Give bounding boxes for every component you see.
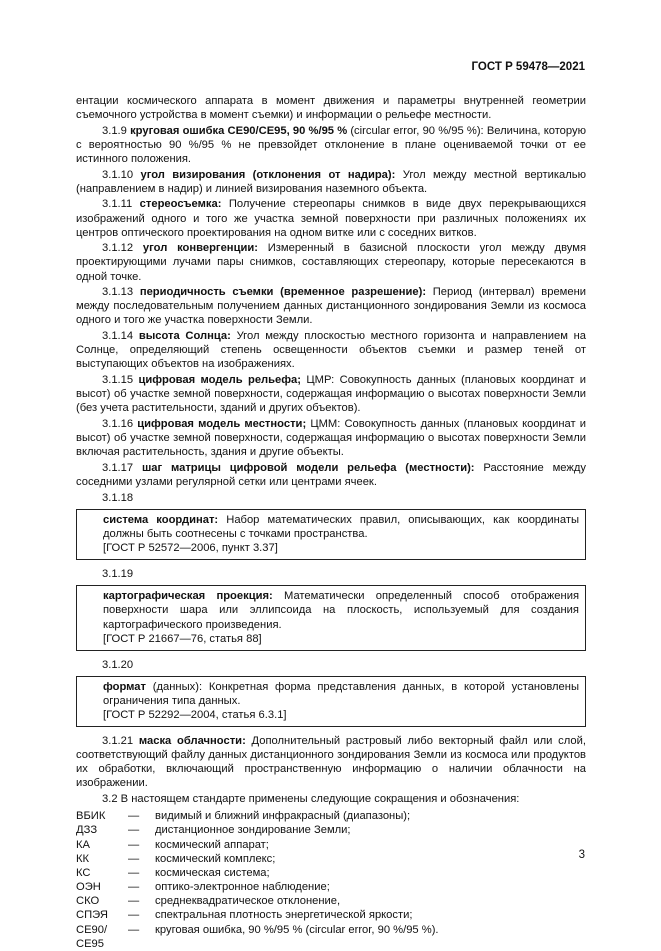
term-number-3-1-19: 3.1.19: [102, 568, 134, 581]
abbreviation-row: [76, 880, 586, 894]
abbreviation: КС: [76, 866, 91, 879]
dash: —: [128, 852, 140, 865]
abbreviation: КК: [76, 852, 90, 865]
box-reference: [ГОСТ Р 52572—2006, пункт 3.37]: [103, 542, 278, 555]
dash: —: [128, 824, 140, 837]
dash: —: [128, 923, 140, 936]
term-3-1-9: 3.1.9 круговая ошибка СЕ90/СЕ95, 90 %/95 % (circular error, 90 %/95 %): Величина, которую с вероятностью 90 %/95 % не превзойдет отклонение в плане оцениваемой точки от ее истинного положения.: [76, 124, 586, 165]
abbreviation: СПЭЯ: [76, 909, 108, 922]
term-3-1-12: 3.1.12 угол конвергенции: Измеренный в базисной плоскости угол между двумя проектирующими лучами пары снимков, составляющих стереопару, которые пересекаются в одной точке.: [76, 242, 586, 283]
term-3-1-21: 3.1.21 маска облачности: Дополнительный растровый либо векторный файл или слой, соответствующий файлу данных дистанционного зондирования Земли из космоса или продуктов их обработки, включающий пространственную информацию о наличии облачности на изображении.: [76, 735, 586, 790]
definition-box-3-1-18: [76, 509, 586, 560]
box-reference: [ГОСТ Р 21667—76, статья 88]: [103, 632, 262, 645]
dash: —: [128, 895, 140, 908]
term-3-1-17: 3.1.17 шаг матрицы цифровой модели рельефа (местности): Расстояние между соседними узлами регулярной сетки или центрами ячеек.: [76, 461, 586, 488]
section-3-2-heading: 3.2 В настоящем стандарте применены следующие сокращения и обозначения:: [102, 793, 520, 806]
abbreviation-row: [76, 866, 586, 880]
abbreviation: СЕ90/СЕ95: [76, 923, 108, 950]
dash: —: [128, 881, 140, 894]
box-definition: формат (данных): Конкретная форма представления данных, в которой установлены ограничения типа данных.: [103, 680, 579, 707]
abbreviation-definition: дистанционное зондирование Земли;: [155, 824, 351, 837]
abbreviation: ДЗЗ: [76, 824, 98, 837]
definition-box-3-1-19: [76, 585, 586, 650]
term-3-1-11: 3.1.11 стереосъемка: Получение стереопары снимков в виде двух перекрывающихся изображений одного и того же участка земной поверхности при различных положениях их центров оптического проектирования на одном витке или с соседних витков.: [76, 198, 586, 239]
abbreviation-row: [76, 894, 586, 908]
abbreviation-definition: среднеквадратическое отклонение,: [155, 895, 341, 908]
dash: —: [128, 810, 140, 823]
document-body: [76, 94, 587, 950]
abbreviation: ОЭН: [76, 881, 101, 894]
abbreviation-row: [76, 809, 586, 823]
dash: —: [128, 866, 140, 879]
intro-paragraph: ентации космического аппарата в момент движения и параметры внутренней геометрии съемочного устройства в момент съемки) и информации о рельефе местности.: [76, 95, 586, 122]
dash: —: [128, 838, 140, 851]
abbreviation: ВБИК: [76, 810, 106, 823]
abbreviation-row: [76, 852, 586, 866]
abbreviation-definition: видимый и ближний инфракрасный (диапазоны);: [155, 810, 411, 823]
definition-box-3-1-20: [76, 676, 586, 727]
box-definition: система координат: Набор математических правил, описывающих, как координаты должны быть соотнесены с точками пространства.: [103, 513, 579, 541]
abbreviation-row: [76, 838, 586, 852]
term-3-1-15: 3.1.15 цифровая модель рельефа; ЦМР: Совокупность данных (плановых координат и высот) об участке земной поверхности, содержащая информацию о высотах поверхности Земли (без учета растительности, зданий и других объектов).: [76, 373, 587, 415]
abbreviations-list: [76, 809, 586, 950]
abbreviation-definition: космический аппарат;: [155, 838, 269, 851]
term-number-3-1-20: 3.1.20: [102, 658, 134, 671]
abbreviation-definition: оптико-электронное наблюдение;: [155, 881, 330, 894]
abbreviation-definition: круговая ошибка, 90 %/95 % (circular error, 90 %/95 %).: [155, 923, 439, 936]
term-3-1-10: 3.1.10 угол визирования (отклонения от надира): Угол между местной вертикалью (направлением в надир) и линией визирования наземного объекта.: [76, 168, 586, 195]
abbreviation-definition: космический комплекс;: [155, 852, 276, 865]
page-number: 3: [578, 849, 585, 861]
abbreviation: КА: [76, 838, 90, 851]
abbreviation-definition: космическая система;: [155, 866, 270, 879]
abbreviation-row: [76, 908, 586, 922]
term-number-3-1-18: 3.1.18: [102, 491, 134, 504]
term-3-1-14: 3.1.14 высота Солнца: Угол между плоскостью местного горизонта и направлением на Солнце, определяющий степень освещенности объектов съемки и размер теней от выступающих объектов на изображениях.: [76, 330, 587, 371]
standard-header: ГОСТ Р 59478—2021: [471, 61, 585, 73]
box-definition: картографическая проекция: Математически определенный способ отображения поверхности шара или эллипсоида на плоскость, используемый для создания картографического произведения.: [103, 590, 580, 631]
term-3-1-16: 3.1.16 цифровая модель местности; ЦММ: Совокупность данных (плановых координат и высот) об участке земной поверхности, содержащая информацию о высотах поверхности Земли включая растительность, здания и другие объекты.: [76, 417, 586, 458]
box-reference: [ГОСТ Р 52292—2004, статья 6.3.1]: [103, 709, 287, 721]
abbreviation-definition: спектральная плотность энергетической яркости;: [155, 909, 413, 922]
term-3-1-13: 3.1.13 периодичность съемки (временное разрешение): Период (интервал) времени между последовательным получением данных дистанционного зондирования Земли из космоса одного и того же участка поверхности Земли.: [76, 286, 587, 327]
abbreviation: СКО: [76, 895, 100, 908]
dash: —: [128, 909, 140, 922]
abbreviation-row: [76, 823, 586, 837]
